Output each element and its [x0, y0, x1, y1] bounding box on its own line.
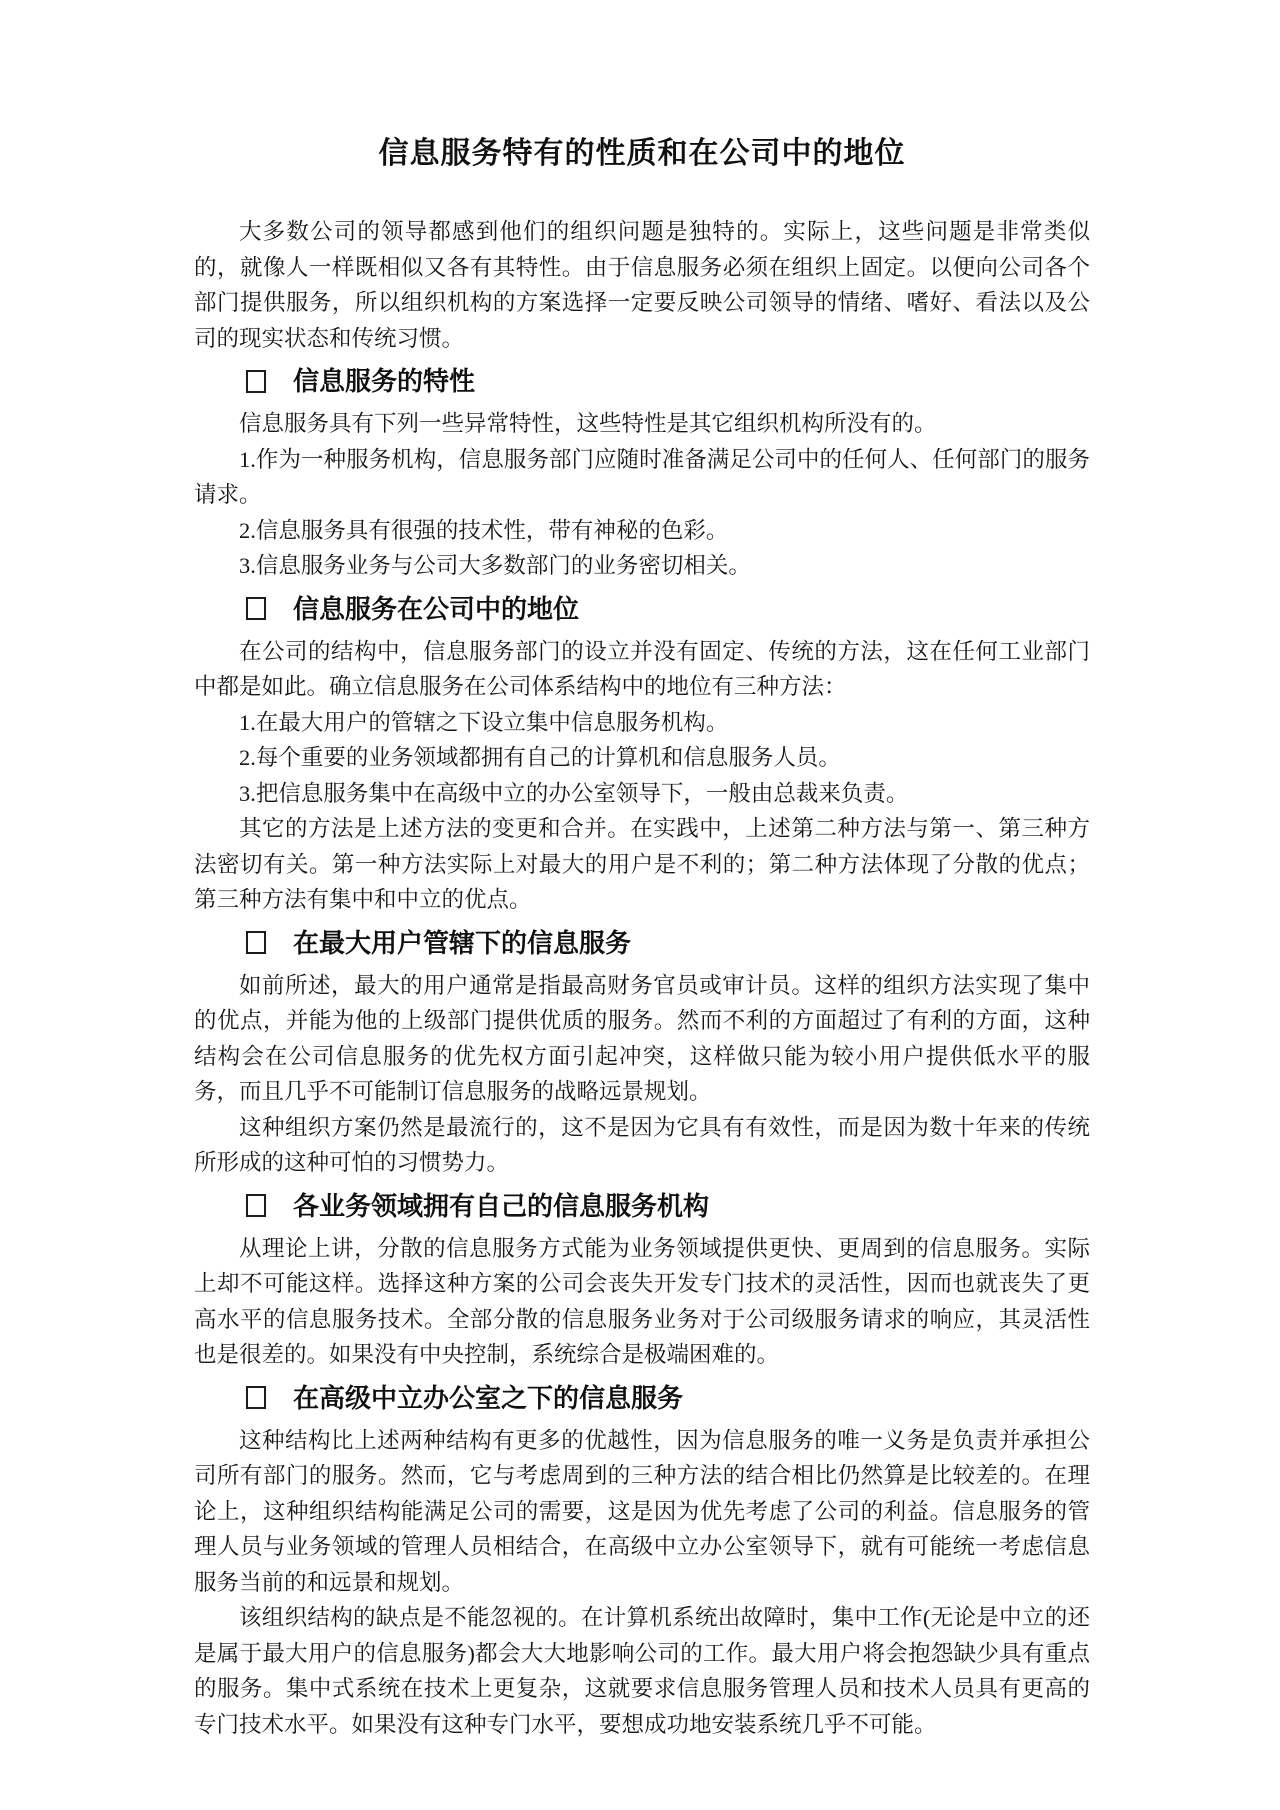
- section-heading-text: 在高级中立办公室之下的信息服务: [293, 1382, 684, 1413]
- paragraph: 其它的方法是上述方法的变更和合并。在实践中，上述第二种方法与第一、第三种方法密切有关。第一种方法实际上对最大的用户是不利的；第二种方法体现了分散的优点；第三种方法有集中和中立的优点。: [194, 816, 1090, 912]
- paragraph: 如前所述，最大的用户通常是指最高财务官员或审计员。这样的组织方法实现了集中的优点，并能为他的上级部门提供优质的服务。然而不利的方面超过了有利的方面，这种结构会在公司信息服务的优先权方面引起冲突，这样做只能为较小用户提供低水平的服务，而且几乎不可能制订信息服务的战略远景规划。: [194, 972, 1090, 1104]
- section-heading-own-org: [194, 1185, 1090, 1227]
- list-item-2: 2.信息服务具有很强的技术性，带有神秘的色彩。: [239, 517, 729, 543]
- section-heading-text: 信息服务在公司中的地位: [293, 593, 580, 624]
- square-bullet-icon: [246, 370, 266, 393]
- section-heading-characteristics: [194, 360, 1090, 402]
- section-heading-largest-user: [194, 922, 1090, 964]
- square-bullet-icon: [246, 1386, 266, 1409]
- section-heading-text: 各业务领域拥有自己的信息服务机构: [293, 1190, 710, 1221]
- list-item-3: 3.把信息服务集中在高级中立的办公室领导下，一般由总裁来负责。: [239, 780, 909, 806]
- square-bullet-icon: [246, 597, 266, 620]
- list-item-1: 1.在最大用户的管辖之下设立集中信息服务机构。: [239, 709, 729, 735]
- section-heading-neutral-office: [194, 1377, 1090, 1419]
- list-item-2: 2.每个重要的业务领域都拥有自己的计算机和信息服务人员。: [239, 745, 841, 770]
- section-heading-text: 在最大用户管辖下的信息服务: [293, 927, 632, 958]
- paragraph: 这种组织方案仍然是最流行的，这不是因为它具有有效性，而是因为数十年来的传统所形成的这种可怕的习惯势力。: [194, 1114, 1090, 1175]
- list-item-3: 3.信息服务业务与公司大多数部门的业务密切相关。: [239, 553, 751, 578]
- list-item-1: 1.作为一种服务机构，信息服务部门应随时准备满足公司中的任何人、任何部门的服务请求。: [194, 446, 1090, 507]
- paragraph: 在公司的结构中，信息服务部门的设立并没有固定、传统的方法，这在任何工业部门中都是如此。确立信息服务在公司体系结构中的地位有三种方法：: [194, 638, 1090, 699]
- paragraph: 信息服务具有下列一些异常特性，这些特性是其它组织机构所没有的。: [239, 411, 937, 436]
- paragraph: 该组织结构的缺点是不能忽视的。在计算机系统出故障时，集中工作(无论是中立的还是属于最大用户的信息服务)都会大大地影响公司的工作。最大用户将会抱怨缺少具有重点的服务。集中式系统在技术上更复杂，这就要求信息服务管理人员和技术人员具有更高的专门技术水平。如果没有这种专门水平，要想成功地安装系统几乎不可能。: [194, 1605, 1090, 1737]
- section-heading-text: 信息服务的特性: [293, 366, 476, 396]
- paragraph: 从理论上讲，分散的信息服务方式能为业务领域提供更快、更周到的信息服务。实际上却不可能这样。选择这种方案的公司会丧失开发专门技术的灵活性，因而也就丧失了更高水平的信息服务技术。全部分散的信息服务业务对于公司级服务请求的响应，其灵活性也是很差的。如果没有中央控制，系统综合是极端困难的。: [194, 1235, 1090, 1367]
- section-heading-position: [194, 588, 1090, 630]
- paragraph-intro: 大多数公司的领导都感到他们的组织问题是独特的。实际上，这些问题是非常类似的，就像人一样既相似又各有其特性。由于信息服务必须在组织上固定。以便向公司各个部门提供服务，所以组织机构的方案选择一定要反映公司领导的情绪、嗜好、看法以及公司的现实状态和传统习惯。: [194, 219, 1090, 351]
- paragraph: 这种结构比上述两种结构有更多的优越性，因为信息服务的唯一义务是负责并承担公司所有部门的服务。然而，它与考虑周到的三种方法的结合相比仍然算是比较差的。在理论上，这种组织结构能满足公司的需要，这是因为优先考虑了公司的利益。信息服务的管理人员与业务领域的管理人员相结合，在高级中立办公室领导下，就有可能统一考虑信息服务当前的和远景和规划。: [194, 1427, 1090, 1595]
- square-bullet-icon: [246, 1194, 266, 1217]
- square-bullet-icon: [246, 931, 266, 954]
- document-title: 信息服务特有的性质和在公司中的地位: [378, 137, 906, 170]
